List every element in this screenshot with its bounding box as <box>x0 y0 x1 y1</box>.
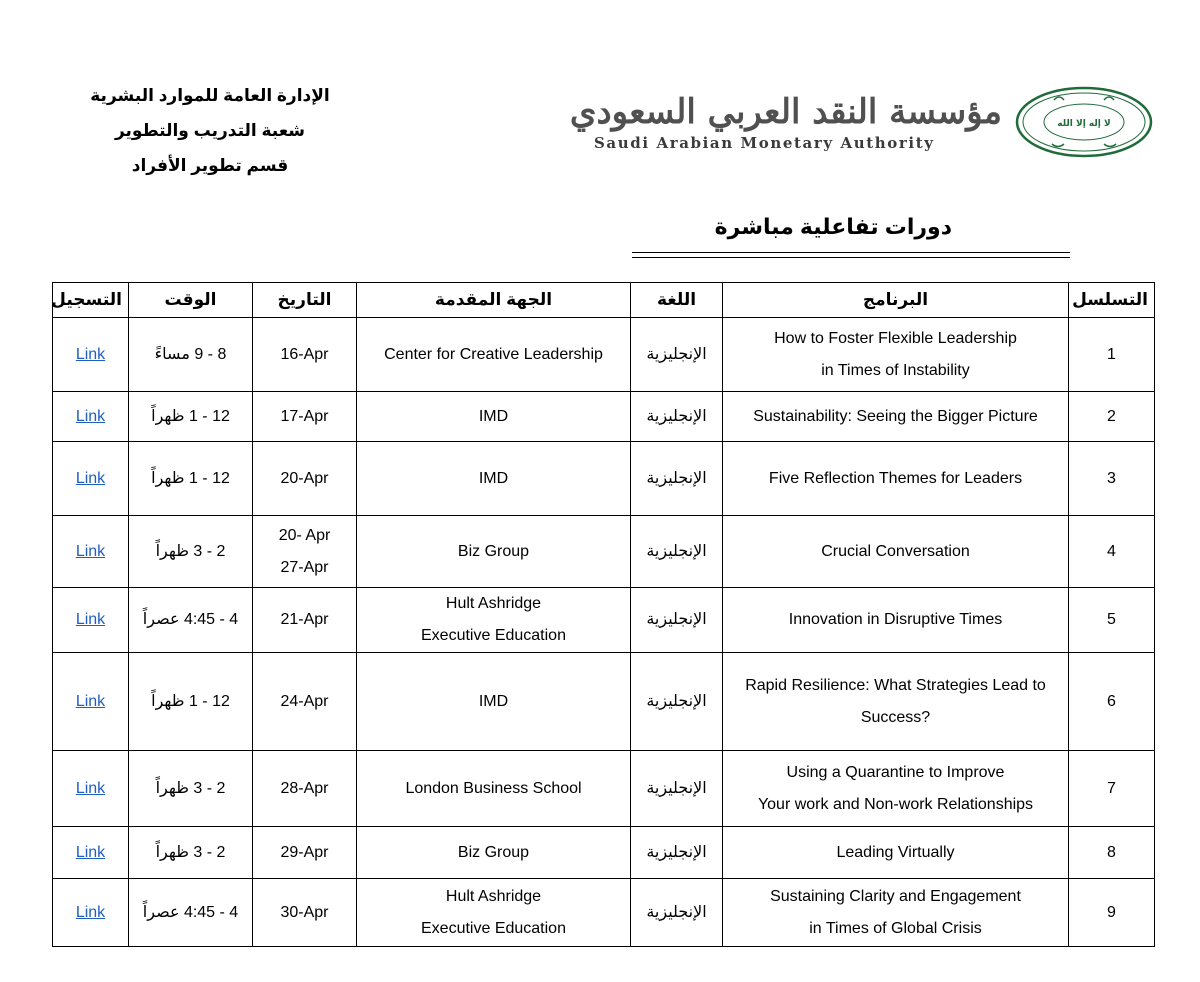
time-cell: 2 - 3 ظهراً <box>129 827 253 879</box>
date-text: 30-Apr <box>280 903 329 921</box>
department-block <box>90 78 330 183</box>
language-cell: الإنجليزية <box>631 653 723 751</box>
time-cell: 4 - 4:45 عصراً <box>129 879 253 947</box>
table-row <box>53 653 1155 751</box>
table-row <box>53 879 1155 947</box>
provider-text-2: Executive Education <box>421 627 566 644</box>
provider-cell <box>357 318 631 392</box>
header-provider: الجهة المقدمة <box>357 283 631 318</box>
time-cell: 12 - 1 ظهراً <box>129 653 253 751</box>
date-cell <box>253 827 357 879</box>
provider-text: IMD <box>478 469 509 487</box>
sequence-cell: 5 <box>1069 588 1155 653</box>
sequence-cell: 8 <box>1069 827 1155 879</box>
provider-text: Hult Ashridge <box>445 887 542 905</box>
time-cell: 12 - 1 ظهراً <box>129 442 253 516</box>
register-link[interactable]: Link <box>75 469 106 487</box>
table-row <box>53 827 1155 879</box>
provider-text: IMD <box>478 407 509 425</box>
date-cell <box>253 879 357 947</box>
register-link[interactable]: Link <box>75 692 106 710</box>
program-line-1: How to Foster Flexible Leadership <box>774 329 1017 347</box>
time-cell: 2 - 3 ظهراً <box>129 516 253 588</box>
program-line-1: Five Reflection Themes for Leaders <box>768 469 1023 487</box>
provider-cell <box>357 879 631 947</box>
header-time: الوقت <box>129 283 253 318</box>
table-row <box>53 318 1155 392</box>
table-row <box>53 588 1155 653</box>
provider-text: Center for Creative Leadership <box>384 345 603 363</box>
register-link[interactable]: Link <box>75 611 106 628</box>
date-cell <box>253 516 357 588</box>
program-cell <box>723 392 1069 442</box>
table-row <box>53 392 1155 442</box>
provider-text: London Business School <box>405 779 582 797</box>
provider-cell <box>357 392 631 442</box>
sequence-cell: 2 <box>1069 392 1155 442</box>
date-cell <box>253 442 357 516</box>
program-cell <box>723 653 1069 751</box>
language-cell: الإنجليزية <box>631 442 723 516</box>
header-sequence: التسلسل <box>1069 283 1155 318</box>
date-cell <box>253 588 357 653</box>
provider-text: Biz Group <box>457 542 530 560</box>
register-link[interactable]: Link <box>75 843 106 861</box>
date-text: 20-Apr <box>280 469 329 487</box>
program-cell <box>723 516 1069 588</box>
date-cell <box>253 751 357 827</box>
department-line-1: الإدارة العامة للموارد البشرية <box>90 86 330 105</box>
date-text: 29-Apr <box>280 843 329 861</box>
date-text: 17-Apr <box>280 407 329 425</box>
program-line-1: Sustainability: Seeing the Bigger Picture <box>753 407 1038 425</box>
sequence-cell: 4 <box>1069 516 1155 588</box>
program-cell <box>723 588 1069 653</box>
language-cell: الإنجليزية <box>631 318 723 392</box>
language-cell: الإنجليزية <box>631 827 723 879</box>
provider-cell <box>357 751 631 827</box>
department-line-2: شعبة التدريب والتطوير <box>114 121 306 140</box>
table-header-row <box>53 283 1155 318</box>
provider-text: Biz Group <box>457 843 530 861</box>
provider-text: Hult Ashridge <box>445 595 542 612</box>
sequence-cell: 3 <box>1069 442 1155 516</box>
sama-logo-wordmark <box>569 92 1004 154</box>
courses-table <box>52 282 1155 947</box>
logo-arabic-name: مؤسسة النقد العربي السعودي <box>569 92 1002 132</box>
page-title: دورات تفاعلية مباشرة <box>714 214 952 239</box>
provider-cell <box>357 653 631 751</box>
program-cell <box>723 751 1069 827</box>
program-cell <box>723 879 1069 947</box>
program-cell <box>723 318 1069 392</box>
date-text: 28-Apr <box>280 779 329 797</box>
date-cell <box>253 392 357 442</box>
language-cell: الإنجليزية <box>631 751 723 827</box>
logo-english-name: Saudi Arabian Monetary Authority <box>594 134 935 152</box>
date-text: 20- Apr <box>278 526 331 544</box>
register-link[interactable]: Link <box>75 903 106 921</box>
title-underline-double <box>632 257 1070 258</box>
program-line-2: Success? <box>860 708 931 726</box>
program-line-1: Innovation in Disruptive Times <box>788 611 1003 628</box>
date-cell <box>253 653 357 751</box>
language-cell: الإنجليزية <box>631 588 723 653</box>
date-text-2: 27-Apr <box>280 558 329 576</box>
register-link[interactable]: Link <box>75 407 106 425</box>
sequence-cell: 6 <box>1069 653 1155 751</box>
program-line-1: Sustaining Clarity and Engagement <box>770 887 1021 905</box>
language-cell: الإنجليزية <box>631 879 723 947</box>
sequence-cell: 1 <box>1069 318 1155 392</box>
program-line-2: Your work and Non-work Relationships <box>757 795 1034 813</box>
date-text: 24-Apr <box>280 692 329 710</box>
register-link[interactable]: Link <box>75 779 106 797</box>
date-cell <box>253 318 357 392</box>
sequence-cell: 7 <box>1069 751 1155 827</box>
provider-text: IMD <box>478 692 509 710</box>
sequence-cell: 9 <box>1069 879 1155 947</box>
provider-cell <box>357 516 631 588</box>
provider-cell <box>357 588 631 653</box>
program-line-1: Using a Quarantine to Improve <box>786 763 1005 781</box>
table-row <box>53 516 1155 588</box>
emblem-text: لا إله إلا الله <box>1057 119 1111 129</box>
program-line-1: Leading Virtually <box>836 843 955 861</box>
register-link[interactable]: Link <box>75 345 106 363</box>
provider-text-2: Executive Education <box>421 919 566 937</box>
table-row <box>53 751 1155 827</box>
date-text: 16-Apr <box>280 345 329 363</box>
program-cell <box>723 827 1069 879</box>
program-line-2: in Times of Instability <box>821 361 970 379</box>
register-link[interactable]: Link <box>75 542 106 560</box>
program-line-1: Crucial Conversation <box>821 542 970 560</box>
header-program: البرنامج <box>723 283 1069 318</box>
sama-emblem-icon <box>1014 86 1154 158</box>
language-cell: الإنجليزية <box>631 516 723 588</box>
time-cell: 2 - 3 ظهراً <box>129 751 253 827</box>
title-underline <box>632 252 1070 253</box>
table-row <box>53 442 1155 516</box>
program-line-2: in Times of Global Crisis <box>809 919 982 937</box>
time-cell: 4 - 4:45 عصراً <box>129 588 253 653</box>
provider-cell <box>357 827 631 879</box>
program-line-1: Rapid Resilience: What Strategies Lead to <box>745 676 1046 694</box>
header-register: التسجيل <box>53 283 129 318</box>
program-cell <box>723 442 1069 516</box>
date-text: 21-Apr <box>280 611 329 628</box>
time-cell: 8 - 9 مساءً <box>129 318 253 392</box>
language-cell: الإنجليزية <box>631 392 723 442</box>
header-date: التاريخ <box>253 283 357 318</box>
time-cell: 12 - 1 ظهراً <box>129 392 253 442</box>
provider-cell <box>357 442 631 516</box>
header-language: اللغة <box>631 283 723 318</box>
department-line-3: قسم تطوير الأفراد <box>131 156 289 175</box>
